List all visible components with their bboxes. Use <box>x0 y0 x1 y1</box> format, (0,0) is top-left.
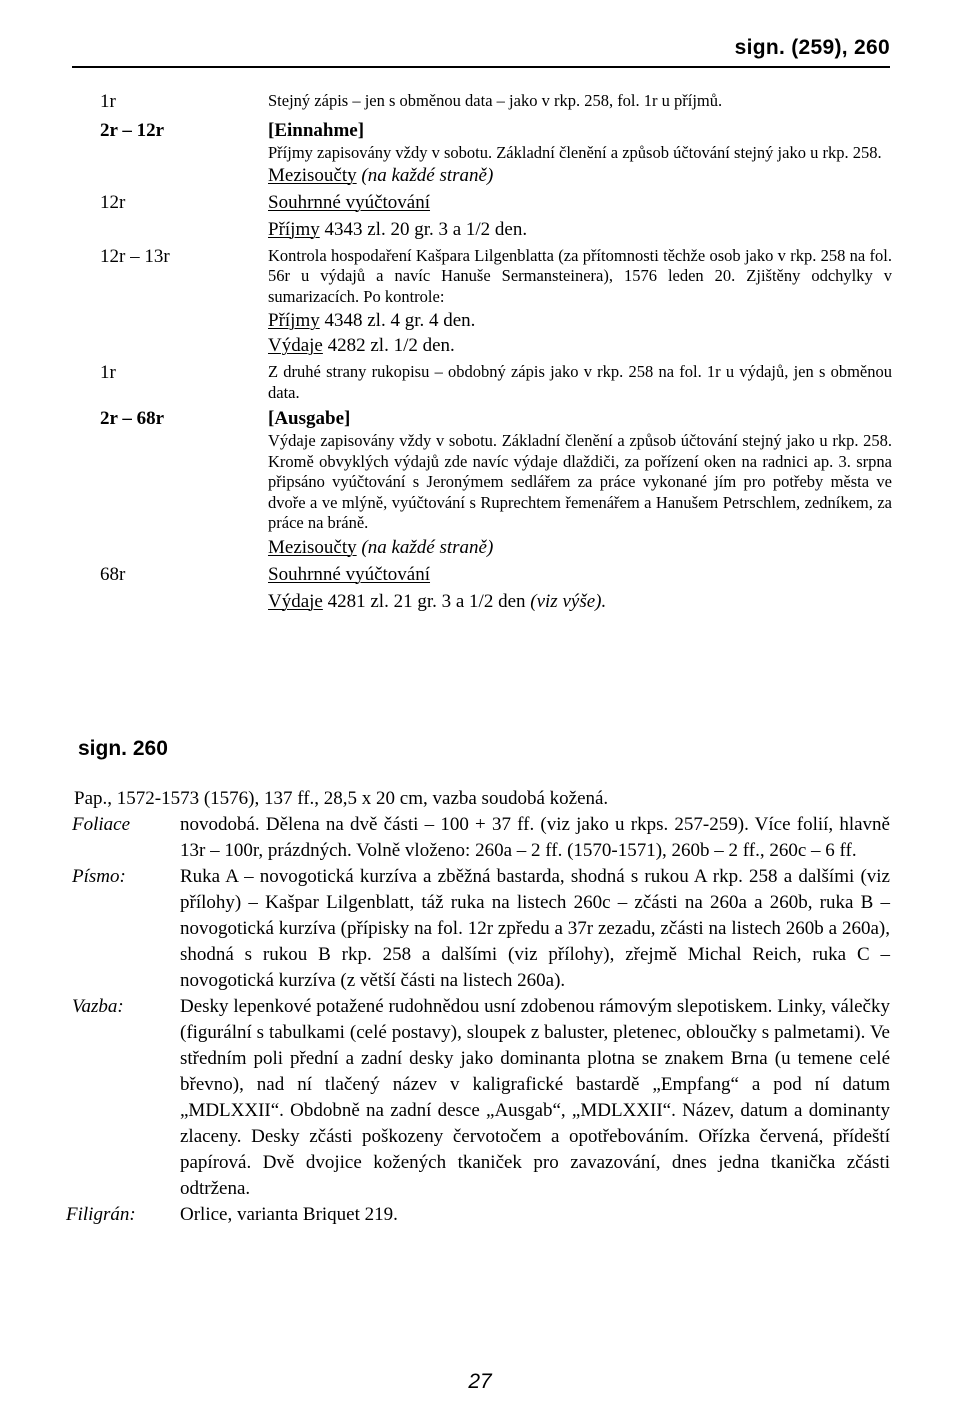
field-text: Orlice, varianta Briquet 219. <box>180 1204 398 1225</box>
entry-ausgabe <box>100 407 892 559</box>
control-income-line: Příjmy 4348 zl. 4 gr. 4 den. <box>268 310 476 331</box>
entry-text: Z druhé strany rukopisu – obdobný zápis jako v rkp. 258 na fol. 1r u výdajů, jen s obměnou data. <box>268 362 892 402</box>
field-label: Písmo: <box>72 866 126 887</box>
subtotal-label: Mezisoučty <box>268 164 357 186</box>
summary-heading: Souhrnné vyúčtování <box>268 563 431 585</box>
entry-1r-reverse <box>100 361 892 403</box>
entry-ref: 1r <box>100 91 116 112</box>
entry-1r <box>100 90 892 113</box>
header-rule <box>72 66 890 68</box>
subtotal-line: Mezisoučty (na každé straně) <box>268 536 494 558</box>
entry-kontrola <box>100 245 892 358</box>
field-filigran <box>66 1202 890 1228</box>
subtotal-line <box>268 164 892 187</box>
entry-ref: 12r <box>100 191 126 213</box>
summary-heading: Souhrnné vyúčtování <box>268 191 431 213</box>
control-expense-line: Výdaje 4282 zl. 1/2 den. <box>268 335 455 356</box>
entry-text: Příjmy zapisovány vždy v sobotu. Základní členění a způsob účtování stejný jako u rkp. 258. <box>268 143 882 162</box>
entry-ref: 68r <box>100 563 126 585</box>
entry-ref: 1r <box>100 362 116 383</box>
summary-line: Výdaje 4281 zl. 21 gr. 3 a 1/2 den (viz výše). <box>268 590 607 612</box>
subtotal-note: (na každé straně) <box>361 164 494 186</box>
physical-description: Pap., 1572-1573 (1576), 137 ff., 28,5 x 20 cm, vazba soudobá kožená. <box>74 788 609 809</box>
sign-heading: sign. 260 <box>78 737 168 760</box>
section-heading: [Ausgabe] <box>268 408 351 429</box>
entries-list <box>100 90 892 613</box>
entry-text: Výdaje zapisovány vždy v sobotu. Základní členění a způsob účtování stejný jako u rkp. 258. Kromě obvyklých výdajů zde navíc výdaje dlaždiči, za pořízení oken na radnici ap. 3. srpna připsáno vyúčtování s Jeronýmem sedlářem za práce vykonané jím pro potřeby města ve dvoře a ve mlýně, vyúčtování s Ruprechtem řemenářem a Hanušem Petrschlem, zedníkem, za práce na bráně. <box>268 431 892 532</box>
field-text: novodobá. Dělena na dvě části – 100 + 37 ff. (viz jako u rkps. 257-259). Více folií, hlavně 13r – 100r, prázdných. Volně vloženo: 260a – 2 ff. (1570-1571), 260b – 2 ff., 260c – 6 ff. <box>180 814 890 861</box>
entry-12r <box>100 191 892 241</box>
field-text: Ruka A – novogotická kurzíva a zběžná bastarda, shodná s rukou A rkp. 258 a dalšími (viz přílohy) – Kašpar Lilgenblatt, táž ruka na listech 260c – zčásti na 260a a 260b, ruka B – novogotická kurzíva (přípisky na fol. 12r zpředu a 37r zezadu, zčásti na listech 260b a 260a), shodná s rukou B rkp. 258 a dalšími (viz přílohy), zřejmě Michal Reich, ruka C – novogotická kurzíva (z větší části na listech 260a). <box>180 866 890 991</box>
field-label: Vazba: <box>72 996 124 1017</box>
field-pismo <box>72 864 890 994</box>
field-vazba <box>72 994 890 1202</box>
entry-ref: 2r – 68r <box>100 408 165 429</box>
entry-text: Stejný zápis – jen s obměnou data – jako v rkp. 258, fol. 1r u příjmů. <box>268 91 723 110</box>
entry-ref: 12r – 13r <box>100 245 170 267</box>
field-text: Desky lepenkové potažené rudohnědou usní zdobenou rámovým slepotiskem. Linky, válečky (figurální s tabulkami (celé postavy), sloupek z baluster, pletenec, obloučky s palmetami). Ve středním poli přední a zadní desky jako dominanta plotna se znakem Brna (u temene celé břevno), nad ní tlačený název v kaligrafické bastardě „Empfang“ a pod ní datum „MDLXXII“. Obdobně na zadní desce „Ausgab“, „MDLXXII“. Název, datum a dominanty zlaceny. Desky zčásti poškozeny červotočem a opotřebováním. Ořízka červená, přídeští papírová. Dvě dvojice kožených tkaniček pro zavazování, dnes jedna tkanička zčásti odtržena. <box>180 996 890 1199</box>
page-number: 27 <box>468 1370 492 1393</box>
entry-68r <box>100 563 892 613</box>
entry-ref: 2r – 12r <box>100 120 165 141</box>
entry-text: Kontrola hospodaření Kašpara Lilgenblatta (za přítomnosti těchže osob jako v rkp. 258 na fol. 56r u výdajů a navíc Hanuše Sermansteinera), 1576 leden 20. Zjištěny odchylky v sumarizacích. Po kontrole: <box>268 245 892 306</box>
section-heading: [Einnahme] <box>268 120 365 141</box>
manuscript-description <box>66 786 890 1228</box>
field-label: Filigrán: <box>66 1204 136 1225</box>
running-header: sign. (259), 260 <box>734 36 890 59</box>
entry-einnahme <box>100 119 892 187</box>
field-foliace <box>72 812 890 864</box>
summary-value: 4343 zl. 20 gr. 3 a 1/2 den. <box>324 218 528 240</box>
field-label: Foliace <box>72 814 131 835</box>
summary-label: Příjmy <box>268 218 320 240</box>
summary-line <box>268 218 892 241</box>
